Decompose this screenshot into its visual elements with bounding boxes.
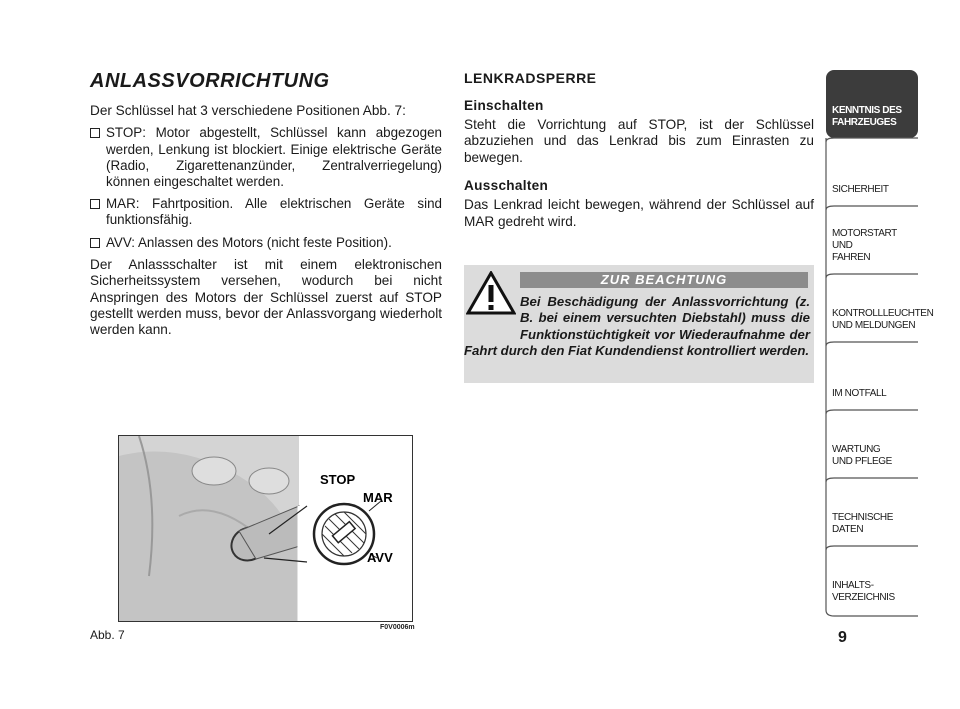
tab-label: TECHNISCHE DATEN: [832, 512, 894, 535]
position-label-mar: MAR: [363, 490, 393, 505]
checkbox-bullet-icon: [90, 199, 100, 209]
warning-text: [464, 294, 810, 359]
position-label-avv: AVV: [367, 550, 393, 565]
section-title-anlassvorrichtung: ANLASSVORRICHTUNG: [90, 70, 330, 92]
list-item: [90, 235, 442, 251]
warning-box: [464, 265, 814, 383]
tab-wartung-und-pflege[interactable]: [826, 412, 918, 478]
figure-code: F0V0006m: [380, 624, 415, 631]
tab-label: IM NOTFALL: [832, 388, 887, 399]
right-column: [464, 70, 814, 236]
warning-header: ZUR BEACHTUNG: [520, 272, 808, 288]
tab-label: KONTROLLLEUCHTEN UND MELDUNGEN: [832, 308, 934, 331]
tab-label: MOTORSTART UND FAHREN: [832, 228, 897, 263]
tab-im-notfall[interactable]: [826, 344, 918, 410]
body-paragraph: Steht die Vorrichtung auf STOP, ist der Schlüssel abzuziehen und das Lenkrad bis zum Einrasten zu bewegen.: [464, 117, 814, 165]
intro-text: Der Schlüssel hat 3 verschiedene Positionen Abb. 7:: [90, 103, 406, 118]
figure-caption: Abb. 7: [90, 628, 125, 642]
body-paragraph: Das Lenkrad leicht bewegen, während der Schlüssel auf MAR gedreht wird.: [464, 197, 814, 229]
tab-label: KENNTNIS DES FAHRZEUGES: [832, 105, 902, 128]
section-title-lenkradsperre: LENKRADSPERRE: [464, 70, 597, 86]
tab-kontrollleuchten-und-meldungen[interactable]: [826, 276, 934, 342]
checkbox-bullet-icon: [90, 238, 100, 248]
left-column: [90, 70, 442, 345]
tab-label: SICHERHEIT: [832, 184, 889, 195]
tab-label: WARTUNG UND PFLEGE: [832, 444, 892, 467]
bullet-text: MAR: Fahrtposition. Alle elektrischen Geräte sind funktionsfähig.: [106, 196, 442, 228]
tab-inhaltsverzeichnis[interactable]: [826, 548, 918, 614]
page-number: 9: [838, 629, 847, 646]
position-label-stop: STOP: [320, 472, 356, 487]
list-item: [90, 196, 442, 228]
tab-sicherheit[interactable]: [826, 140, 918, 206]
body-paragraph: Der Anlassschalter ist mit einem elektronischen Sicherheitssystem versehen, wodurch bei nicht Anspringen des Motors der Schlüssel zuerst auf STOP gestellt werden muss, bevor der Anlassvorgang wiederholt werden kann.: [90, 256, 442, 338]
ignition-illustration: [119, 436, 412, 621]
tab-label: INHALTS-VERZEICHNIS: [832, 580, 895, 603]
warning-body: Bei Beschädigung der Anlassvorrichtung (z. B. bei einem versuchten Diebstahl) muss die Funktionstüchtigkeit vor Wiederaufnahme der Fahrt durch den Fiat Kundendienst kontrolliert werden.: [464, 294, 810, 358]
ignition-figure: [118, 435, 413, 622]
bullet-text: AVV: Anlassen des Motors (nicht feste Position).: [106, 234, 392, 250]
tab-kenntnis-des-fahrzeuges[interactable]: [826, 71, 918, 137]
tab-technische-daten[interactable]: [826, 480, 918, 546]
list-item: [90, 125, 442, 190]
bullet-text: STOP: Motor abgestellt, Schlüssel kann abgezogen werden, Lenkung ist blockiert. Einige elektrische Geräte (Radio, Zigarettenanzünder, Zentralverriegelung) können eingeschaltet werden.: [106, 125, 442, 190]
checkbox-bullet-icon: [90, 128, 100, 138]
subheading-einschalten: Einschalten: [464, 98, 544, 113]
tab-motorstart-und-fahren[interactable]: [826, 208, 918, 274]
subheading-ausschalten: Ausschalten: [464, 178, 549, 194]
